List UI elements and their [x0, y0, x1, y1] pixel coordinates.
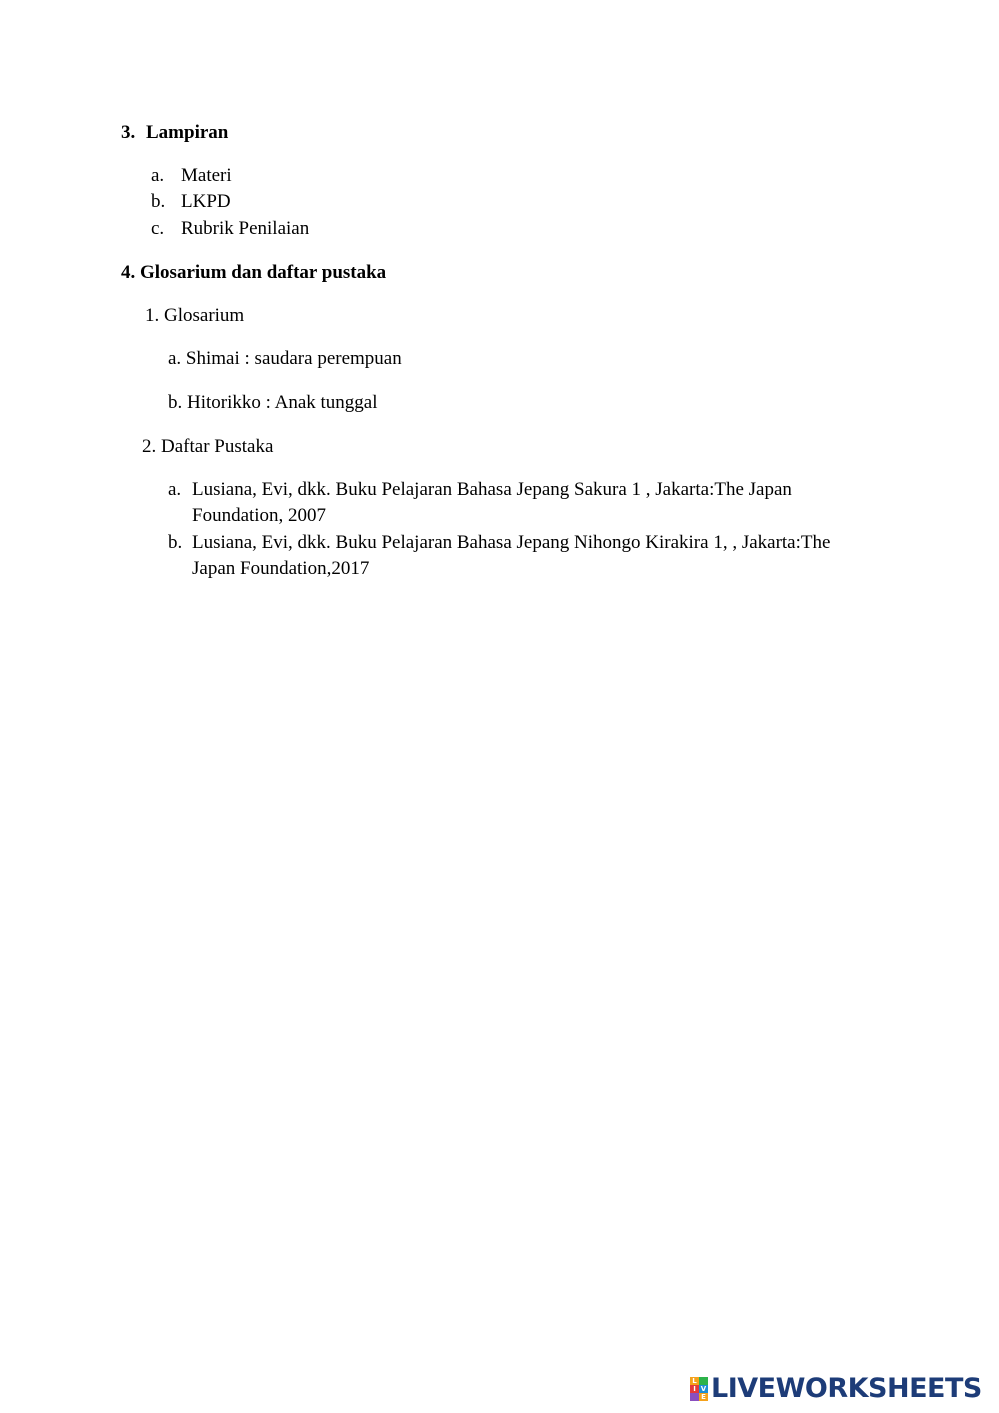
bibliography-entry-line: Japan Foundation,2017	[192, 558, 370, 579]
section-3-title: Lampiran	[146, 122, 229, 143]
glossary-entry: a. Shimai : saudara perempuan	[168, 348, 402, 369]
list-item: LKPD	[181, 191, 231, 212]
bibliography-marker: a.	[168, 479, 182, 500]
bibliography-entry-line: Lusiana, Evi, dkk. Buku Pelajaran Bahasa Jepang Nihongo Kirakira 1, , Jakarta:The	[192, 532, 831, 553]
logo-mark-icon	[690, 1377, 708, 1401]
logo-letter: I	[690, 1385, 699, 1393]
list-item-marker: b.	[151, 191, 166, 212]
glossary-heading: 1. Glosarium	[145, 305, 245, 326]
list-item-marker: a.	[151, 165, 165, 186]
list-item: Materi	[181, 165, 232, 186]
section-4-title: 4. Glosarium dan daftar pustaka	[121, 262, 387, 283]
bibliography-marker: b.	[168, 532, 183, 553]
logo-letter: L	[690, 1377, 699, 1385]
section-3-number: 3.	[121, 122, 136, 143]
bibliography-heading: 2. Daftar Pustaka	[142, 436, 274, 457]
logo-letter: V	[700, 1385, 707, 1393]
bibliography-entry-line: Foundation, 2007	[192, 505, 327, 526]
list-item-marker: c.	[151, 218, 165, 239]
logo-letter: E	[699, 1393, 708, 1401]
glossary-entry: b. Hitorikko : Anak tunggal	[168, 392, 378, 413]
bibliography-entry-line: Lusiana, Evi, dkk. Buku Pelajaran Bahasa Jepang Sakura 1 , Jakarta:The Japan	[192, 479, 792, 500]
logo-text: LIVEWORKSHEETS	[711, 1373, 982, 1404]
liveworksheets-logo	[690, 1374, 982, 1404]
list-item: Rubrik Penilaian	[181, 218, 310, 239]
